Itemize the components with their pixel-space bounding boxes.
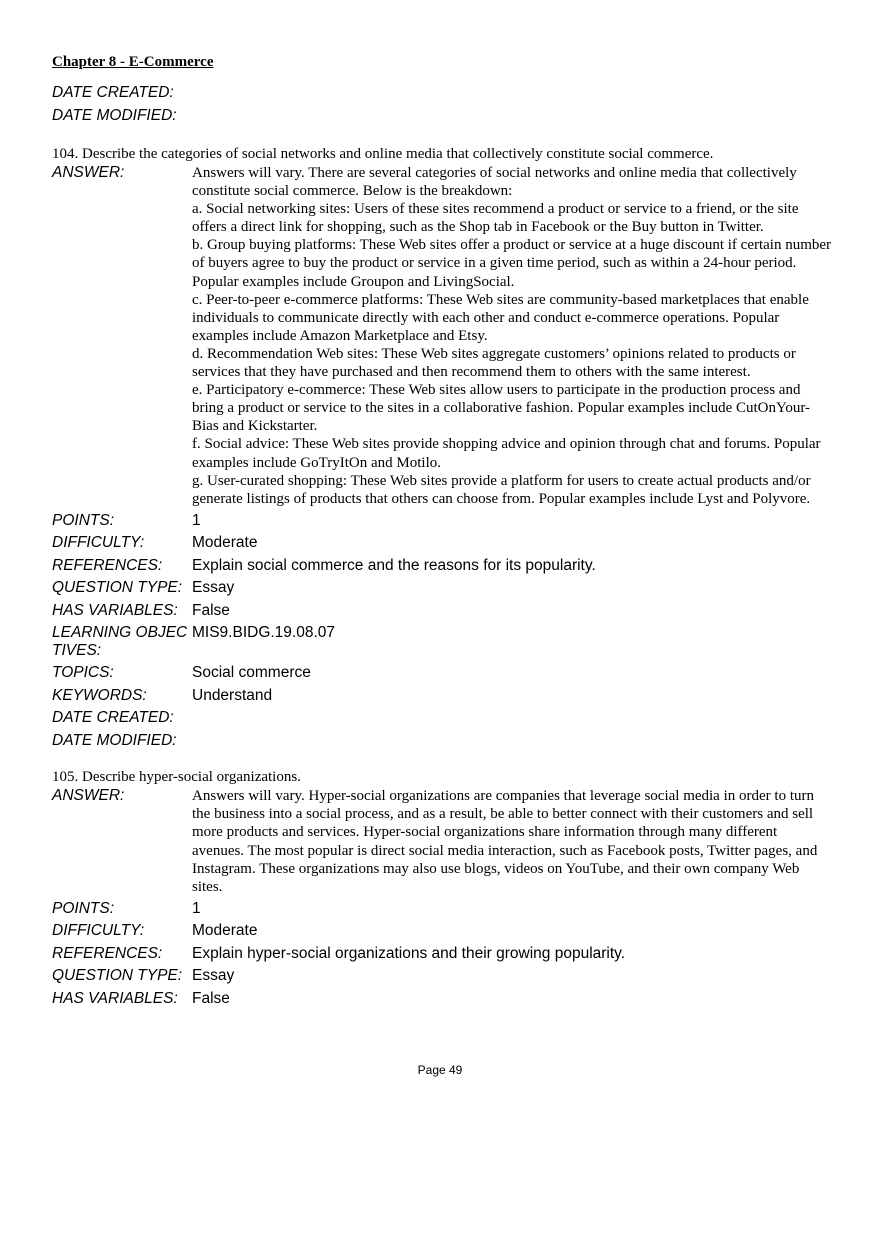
date-modified-label: DATE MODIFIED: [52, 731, 177, 749]
learning-objectives-row [52, 624, 832, 664]
answer-paragraph: c. Peer-to-peer e-commerce platforms: These Web sites are community-based marketplaces that enable individuals to communicate directly with each other and conduct e-commerce operations. Popular examples include Amazon Marketplace and Etsy. [192, 291, 809, 344]
question-104-answer-row [52, 164, 832, 508]
answer-paragraph: Answers will vary. There are several categories of social networks and online media that collectively constitute social commerce. Below is the breakdown: [192, 165, 797, 200]
answer-paragraph: b. Group buying platforms: These Web sites offer a product or service at a huge discount if certain number of buyers agree to buy the product or service in a given time period, such as within a 24-hour period. Popular examples include Groupon and LivingSocial. [192, 237, 832, 290]
question-105-answer [192, 787, 832, 896]
chapter-title: Chapter 8 - E-Commerce [52, 54, 214, 70]
header-date-created-row [52, 84, 832, 107]
difficulty-value: Moderate [192, 534, 258, 552]
references-row [52, 945, 832, 968]
question-type-label: QUESTION TYPE: [52, 579, 183, 597]
date-modified-row [52, 732, 832, 755]
question-type-label: QUESTION TYPE: [52, 967, 183, 985]
points-label: POINTS: [52, 899, 115, 917]
answer-paragraph: a. Social networking sites: Users of these sites recommend a product or service to a friend, or the site offers a direct link for shopping, such as the Shop tab in Facebook or the Buy button in Twitter. [192, 201, 799, 236]
date-created-row [52, 709, 832, 732]
keywords-value: Understand [192, 686, 273, 704]
has-variables-value: False [192, 989, 230, 1007]
date-created-label: DATE CREATED: [52, 709, 174, 727]
question-105-answer-row [52, 787, 832, 896]
references-value: Explain hyper-social organizations and their growing popularity. [192, 944, 626, 962]
has-variables-label: HAS VARIABLES: [52, 989, 178, 1007]
topics-label: TOPICS: [52, 664, 114, 682]
answer-paragraph: d. Recommendation Web sites: These Web sites aggregate customers’ opinions related to products or services that they have purchased and then recommend them to others with the same interest. [192, 345, 796, 381]
answer-paragraph: f. Social advice: These Web sites provide shopping advice and opinion through chat and forums. Popular examples include GoTryItOn and Motilo. [192, 436, 821, 471]
points-label: POINTS: [52, 511, 115, 529]
learning-objectives-value: MIS9.BIDG.19.08.07 [192, 624, 336, 642]
answer-paragraph: g. User-curated shopping: These Web sites provide a platform for users to create actual products and/or generate listings of products that others can choose from. Popular examples include Lyst and Polyvore. [192, 472, 811, 507]
question-104-text: 104. Describe the categories of social networks and online media that collectively constitute social commerce. [52, 146, 714, 162]
question-type-row [52, 967, 832, 990]
answer-paragraph: e. Participatory e-commerce: These Web sites allow users to participate in the production process and bring a product or service to the sites in a collaborative fashion. Popular examples include CutOnYour-Bias and Kickstarter. [192, 382, 811, 435]
difficulty-row [52, 534, 832, 557]
answer-paragraph: Answers will vary. Hyper-social organizations are companies that leverage social media in order to turn the business into a social process, and as a result, be able to better connect with their customers and sell more products and services. Hyper-social organizations share information through many different avenues. The most popular is direct social media interaction, such as Facebook posts, Twitter pages, and Instagram. These organizations may also use blogs, videos on YouTube, and their own company Web sites. [192, 788, 818, 895]
references-row [52, 557, 832, 580]
points-value: 1 [192, 511, 201, 529]
has-variables-value: False [192, 601, 230, 619]
has-variables-row [52, 602, 832, 625]
difficulty-row [52, 922, 832, 945]
topics-row [52, 664, 832, 687]
points-row [52, 900, 832, 923]
answer-label: ANSWER: [52, 164, 125, 181]
answer-label: ANSWER: [52, 787, 125, 805]
topics-value: Social commerce [192, 664, 311, 682]
question-type-row [52, 579, 832, 602]
question-105-text: 105. Describe hyper-social organizations. [52, 769, 301, 786]
has-variables-row [52, 990, 832, 1013]
keywords-label: KEYWORDS: [52, 686, 147, 704]
date-created-label: DATE CREATED: [52, 84, 174, 101]
points-value: 1 [192, 899, 201, 917]
points-row [52, 512, 832, 535]
difficulty-value: Moderate [192, 922, 258, 940]
references-value: Explain social commerce and the reasons for its popularity. [192, 556, 596, 574]
header-date-modified-row [52, 107, 832, 130]
date-modified-label: DATE MODIFIED: [52, 106, 177, 124]
keywords-row [52, 687, 832, 710]
question-type-value: Essay [192, 967, 235, 985]
difficulty-label: DIFFICULTY: [52, 534, 145, 552]
references-label: REFERENCES: [52, 944, 163, 962]
difficulty-label: DIFFICULTY: [52, 922, 145, 940]
question-104-answer [192, 164, 832, 508]
references-label: REFERENCES: [52, 556, 163, 574]
question-type-value: Essay [192, 579, 235, 597]
document-page [52, 52, 832, 1012]
has-variables-label: HAS VARIABLES: [52, 601, 178, 619]
learning-objectives-label: LEARNING OBJEC TIVES: [52, 624, 188, 660]
page-number: Page 49 [417, 1063, 463, 1077]
